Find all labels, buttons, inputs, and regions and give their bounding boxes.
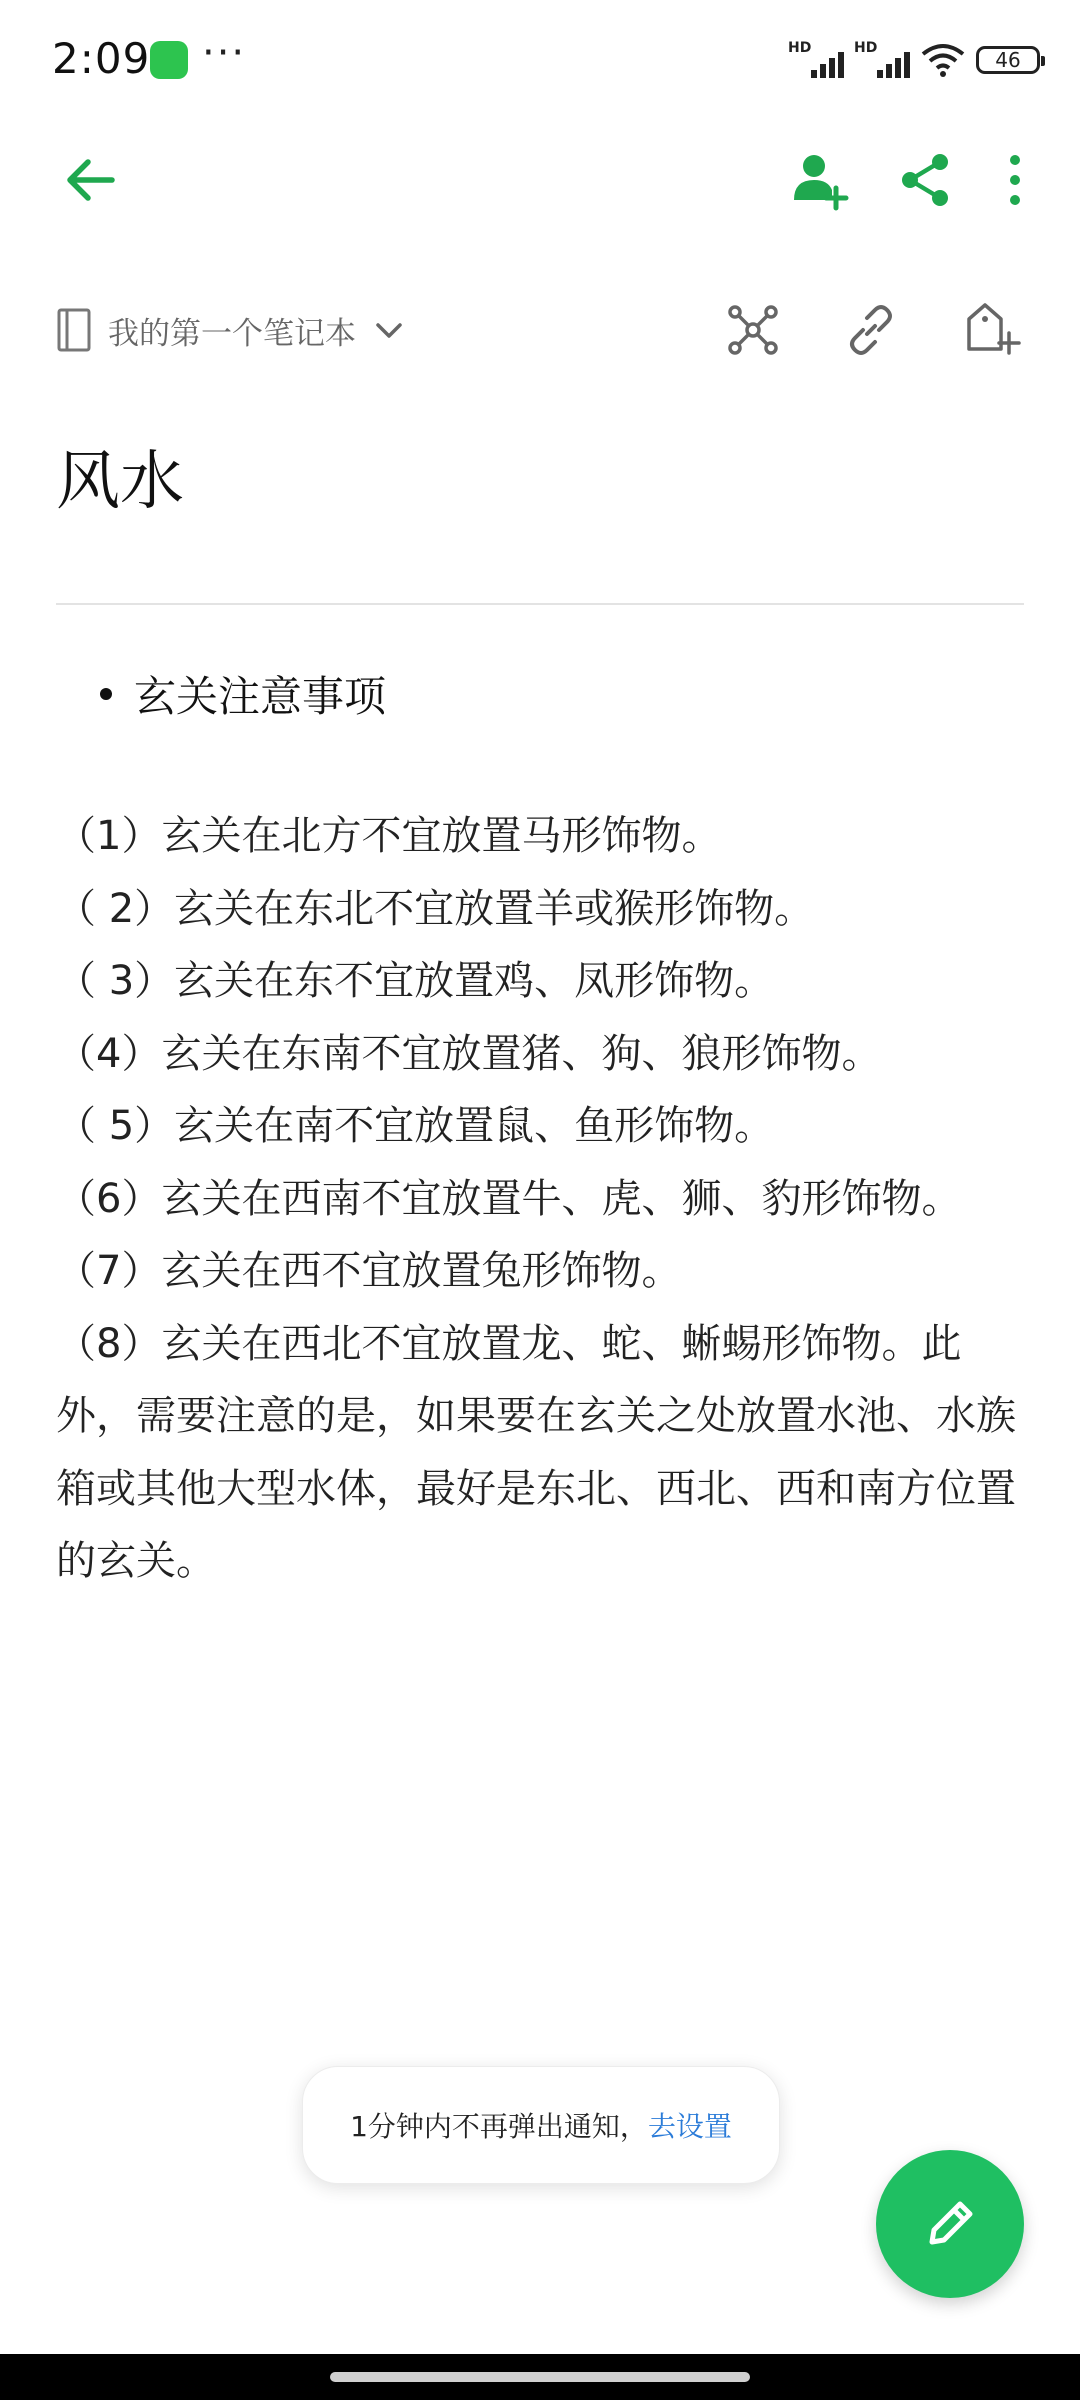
bullet-dot-icon xyxy=(100,688,112,700)
add-collaborator-button[interactable] xyxy=(780,140,860,220)
arrow-left-icon xyxy=(60,150,120,210)
system-nav-bar xyxy=(0,2354,1080,2400)
toast-message: 1分钟内不再弹出通知， xyxy=(350,2110,648,2143)
edit-pencil-icon xyxy=(918,2192,982,2256)
notebook-selector[interactable] xyxy=(56,300,406,360)
note-line: （ 3）玄关在东不宜放置鸡、凤形饰物。 xyxy=(56,958,775,1004)
share-icon xyxy=(898,152,954,208)
more-options-button[interactable] xyxy=(980,140,1050,220)
chevron-down-icon xyxy=(372,313,406,347)
note-line: （ 2）玄关在东北不宜放置羊或猴形饰物。 xyxy=(56,885,815,932)
notebook-icon xyxy=(56,307,92,353)
note-body[interactable] xyxy=(56,800,1036,1598)
notification-toast xyxy=(302,2066,780,2184)
note-line: （7）玄关在西不宜放置兔形饰物。 xyxy=(56,1248,682,1294)
more-vertical-icon xyxy=(1005,152,1025,208)
back-button[interactable] xyxy=(50,140,130,220)
wechat-notification-icon xyxy=(150,41,188,79)
more-notifications-icon: ··· xyxy=(202,30,247,76)
note-title[interactable]: 风水 xyxy=(56,445,184,519)
note-line: （8）玄关在西北不宜放置龙、蛇、蜥蜴形饰物。此外，需要注意的是，如果要在玄关之处放置水池、水族箱或其他大型水体，最好是东北、西北、西和南方位置的玄关。 xyxy=(56,1320,1016,1584)
status-bar xyxy=(0,0,1080,120)
home-indicator[interactable] xyxy=(330,2372,750,2382)
title-divider xyxy=(56,603,1024,605)
toast-settings-link[interactable]: 去设置 xyxy=(647,2110,732,2143)
add-tag-button[interactable] xyxy=(956,296,1028,360)
cellular-signal-icon: HD xyxy=(788,40,844,80)
mind-map-button[interactable] xyxy=(718,300,788,360)
status-time: 2:09 xyxy=(52,34,151,83)
share-button[interactable] xyxy=(886,140,966,220)
cellular-signal-2-icon: HD xyxy=(854,40,910,80)
person-add-icon xyxy=(788,148,852,212)
bullet-text: 玄关注意事项 xyxy=(134,672,387,721)
link-icon xyxy=(845,304,897,356)
battery-icon: 46 xyxy=(976,46,1040,74)
bullet-item[interactable] xyxy=(100,664,386,724)
note-line: （1）玄关在北方不宜放置马形饰物。 xyxy=(56,813,722,859)
wifi-icon xyxy=(920,42,966,78)
mind-map-icon xyxy=(727,304,779,356)
link-button[interactable] xyxy=(836,300,906,360)
note-line: （6）玄关在西南不宜放置牛、虎、狮、豹形饰物。 xyxy=(56,1175,962,1222)
notebook-name: 我的第一个笔记本 xyxy=(108,315,356,352)
note-line: （4）玄关在东南不宜放置猪、狗、狼形饰物。 xyxy=(56,1030,882,1077)
note-line: （ 5）玄关在南不宜放置鼠、鱼形饰物。 xyxy=(56,1103,775,1149)
edit-fab-button[interactable] xyxy=(876,2150,1024,2298)
top-toolbar xyxy=(0,130,1080,230)
tag-add-icon xyxy=(963,299,1021,357)
